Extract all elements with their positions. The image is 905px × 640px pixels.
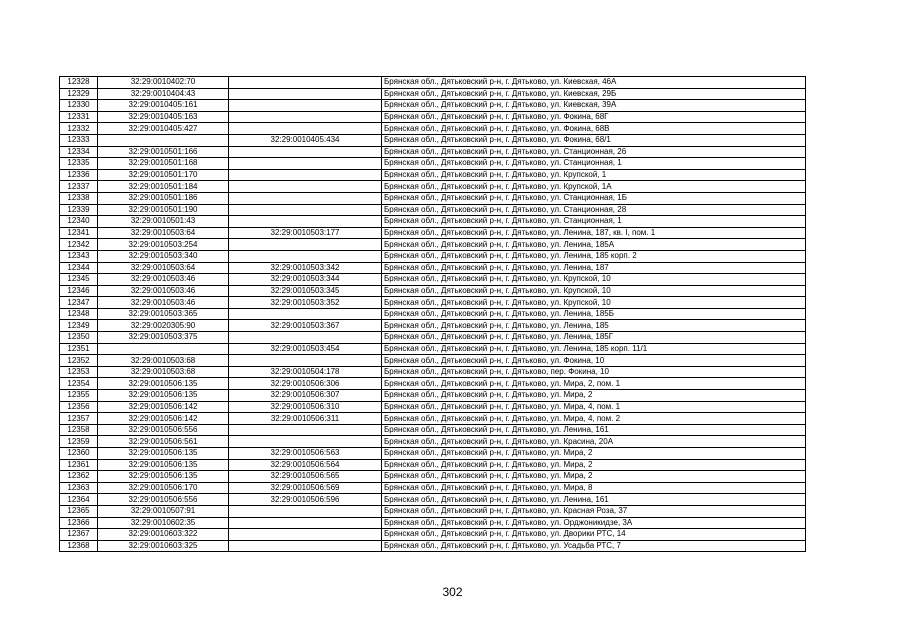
table-row [60, 320, 806, 332]
address-cell: Брянская обл., Дятьковский р-н, г. Дятьково, ул. Станционная, 1 [382, 158, 806, 170]
table-row [60, 88, 806, 100]
object-cadastral-number-cell: 32:29:0010506:565 [229, 471, 382, 483]
table-row [60, 401, 806, 413]
row-number-cell: 12355 [60, 390, 98, 402]
address-cell: Брянская обл., Дятьковский р-н, г. Дятьково, ул. Дворики РТС, 14 [382, 529, 806, 541]
table-row [60, 262, 806, 274]
table-row [60, 494, 806, 506]
table-row [60, 529, 806, 541]
row-number-cell: 12331 [60, 111, 98, 123]
address-cell: Брянская обл., Дятьковский р-н, г. Дятьково, ул. Ленина, 185 [382, 320, 806, 332]
cadastral-number-cell: 32:29:0010506:556 [98, 494, 229, 506]
address-cell: Брянская обл., Дятьковский р-н, г. Дятьково, ул. Орджоникидзе, 3А [382, 517, 806, 529]
table-row [60, 413, 806, 425]
table-row [60, 134, 806, 146]
row-number-cell: 12367 [60, 529, 98, 541]
address-cell: Брянская обл., Дятьковский р-н, г. Дятьково, ул. Станционная, 1Б [382, 192, 806, 204]
cadastral-number-cell: 32:29:0010501:43 [98, 216, 229, 228]
table-row [60, 285, 806, 297]
object-cadastral-number-cell: 32:29:0010506:307 [229, 390, 382, 402]
row-number-cell: 12347 [60, 297, 98, 309]
cadastral-number-cell: 32:29:0010503:46 [98, 297, 229, 309]
object-cadastral-number-cell [229, 77, 382, 89]
address-cell: Брянская обл., Дятьковский р-н, г. Дятьково, ул. Мира, 4, пом. 2 [382, 413, 806, 425]
cadastral-number-cell: 32:29:0010506:556 [98, 424, 229, 436]
address-cell: Брянская обл., Дятьковский р-н, г. Дятьково, ул. Ленина, 187 [382, 262, 806, 274]
row-number-cell: 12348 [60, 308, 98, 320]
object-cadastral-number-cell: 32:29:0010506:596 [229, 494, 382, 506]
object-cadastral-number-cell: 32:29:0010506:306 [229, 378, 382, 390]
row-number-cell: 12358 [60, 424, 98, 436]
table-row [60, 216, 806, 228]
cadastral-number-cell: 32:29:0010602:35 [98, 517, 229, 529]
address-cell: Брянская обл., Дятьковский р-н, г. Дятьково, ул. Фокина, 68Г [382, 111, 806, 123]
object-cadastral-number-cell [229, 424, 382, 436]
table-row [60, 239, 806, 251]
table-row [60, 355, 806, 367]
address-cell: Брянская обл., Дятьковский р-н, г. Дятьково, ул. Киевская, 46А [382, 77, 806, 89]
address-cell: Брянская обл., Дятьковский р-н, г. Дятьково, ул. Ленина, 161 [382, 494, 806, 506]
row-number-cell: 12368 [60, 540, 98, 552]
object-cadastral-number-cell [229, 158, 382, 170]
row-number-cell: 12356 [60, 401, 98, 413]
object-cadastral-number-cell: 32:29:0010503:177 [229, 227, 382, 239]
object-cadastral-number-cell: 32:29:0010503:344 [229, 274, 382, 286]
cadastral-number-cell: 32:29:0010503:64 [98, 227, 229, 239]
address-cell: Брянская обл., Дятьковский р-н, г. Дятьково, ул. Мира, 4, пом. 1 [382, 401, 806, 413]
row-number-cell: 12346 [60, 285, 98, 297]
row-number-cell: 12349 [60, 320, 98, 332]
address-cell: Брянская обл., Дятьковский р-н, г. Дятьково, ул. Красная Роза, 37 [382, 505, 806, 517]
address-cell: Брянская обл., Дятьковский р-н, г. Дятьково, ул. Мира, 2 [382, 471, 806, 483]
table-row [60, 250, 806, 262]
object-cadastral-number-cell: 32:29:0010506:311 [229, 413, 382, 425]
page-number: 302 [442, 585, 463, 599]
table-row [60, 424, 806, 436]
cadastral-number-cell: 32:29:0010506:135 [98, 459, 229, 471]
address-cell: Брянская обл., Дятьковский р-н, г. Дятьково, ул. Ленина, 185 корп. 2 [382, 250, 806, 262]
table-row [60, 123, 806, 135]
table-row [60, 471, 806, 483]
address-cell: Брянская обл., Дятьковский р-н, г. Дятьково, пер. Фокина, 10 [382, 366, 806, 378]
object-cadastral-number-cell [229, 436, 382, 448]
row-number-cell: 12340 [60, 216, 98, 228]
cadastral-number-cell: 32:29:0010506:142 [98, 413, 229, 425]
object-cadastral-number-cell [229, 123, 382, 135]
address-cell: Брянская обл., Дятьковский р-н, г. Дятьково, ул. Крупской, 10 [382, 297, 806, 309]
object-cadastral-number-cell [229, 505, 382, 517]
object-cadastral-number-cell: 32:29:0010503:345 [229, 285, 382, 297]
address-cell: Брянская обл., Дятьковский р-н, г. Дятьково, ул. Ленина, 185 корп. 11/1 [382, 343, 806, 355]
cadastral-number-cell: 32:29:0010503:64 [98, 262, 229, 274]
address-cell: Брянская обл., Дятьковский р-н, г. Дятьково, ул. Мира, 2 [382, 448, 806, 460]
cadastral-number-cell: 32:29:0010506:135 [98, 448, 229, 460]
object-cadastral-number-cell [229, 517, 382, 529]
cadastral-number-cell: 32:29:0010501:184 [98, 181, 229, 193]
address-cell: Брянская обл., Дятьковский р-н, г. Дятьково, ул. Станционная, 28 [382, 204, 806, 216]
cadastral-number-cell: 32:29:0010503:254 [98, 239, 229, 251]
row-number-cell: 12329 [60, 88, 98, 100]
cadastral-number-cell: 32:29:0010503:46 [98, 274, 229, 286]
table-row [60, 332, 806, 344]
address-cell: Брянская обл., Дятьковский р-н, г. Дятьково, ул. Ленина, 185Г [382, 332, 806, 344]
object-cadastral-number-cell: 32:29:0010504:178 [229, 366, 382, 378]
address-cell: Брянская обл., Дятьковский р-н, г. Дятьково, ул. Фокина, 68В [382, 123, 806, 135]
row-number-cell: 12332 [60, 123, 98, 135]
cadastral-number-cell: 32:29:0010501:170 [98, 169, 229, 181]
table-row [60, 111, 806, 123]
table-row [60, 505, 806, 517]
cadastral-number-cell: 32:29:0010603:322 [98, 529, 229, 541]
address-cell: Брянская обл., Дятьковский р-н, г. Дятьково, ул. Мира, 2 [382, 390, 806, 402]
address-cell: Брянская обл., Дятьковский р-н, г. Дятьково, ул. Фокина, 10 [382, 355, 806, 367]
address-cell: Брянская обл., Дятьковский р-н, г. Дятьково, ул. Ленина, 161 [382, 424, 806, 436]
address-cell: Брянская обл., Дятьковский р-н, г. Дятьково, ул. Киевская, 29Б [382, 88, 806, 100]
row-number-cell: 12360 [60, 448, 98, 460]
table-row [60, 448, 806, 460]
cadastral-number-cell: 32:29:0010503:365 [98, 308, 229, 320]
cadastral-number-cell: 32:29:0010501:190 [98, 204, 229, 216]
object-cadastral-number-cell [229, 355, 382, 367]
row-number-cell: 12357 [60, 413, 98, 425]
cadastral-number-cell: 32:29:0010402:70 [98, 77, 229, 89]
object-cadastral-number-cell [229, 239, 382, 251]
row-number-cell: 12361 [60, 459, 98, 471]
cadastral-number-cell: 32:29:0010503:68 [98, 355, 229, 367]
table-row [60, 517, 806, 529]
table-row [60, 378, 806, 390]
table-row [60, 204, 806, 216]
object-cadastral-number-cell: 32:29:0010506:564 [229, 459, 382, 471]
address-cell: Брянская обл., Дятьковский р-н, г. Дятьково, ул. Мира, 8 [382, 482, 806, 494]
object-cadastral-number-cell: 32:29:0010506:563 [229, 448, 382, 460]
row-number-cell: 12333 [60, 134, 98, 146]
cadastral-number-cell [98, 343, 229, 355]
cadastral-number-cell: 32:29:0010405:163 [98, 111, 229, 123]
row-number-cell: 12352 [60, 355, 98, 367]
object-cadastral-number-cell [229, 529, 382, 541]
table-row [60, 181, 806, 193]
cadastral-number-cell: 32:29:0010405:161 [98, 100, 229, 112]
address-cell: Брянская обл., Дятьковский р-н, г. Дятьково, ул. Красина, 20А [382, 436, 806, 448]
object-cadastral-number-cell: 32:29:0010503:352 [229, 297, 382, 309]
row-number-cell: 12366 [60, 517, 98, 529]
address-cell: Брянская обл., Дятьковский р-н, г. Дятьково, ул. Ленина, 185Б [382, 308, 806, 320]
table-row [60, 482, 806, 494]
object-cadastral-number-cell [229, 192, 382, 204]
object-cadastral-number-cell [229, 204, 382, 216]
cadastral-number-cell [98, 134, 229, 146]
cadastral-number-cell: 32:29:0010503:46 [98, 285, 229, 297]
registry-table-body [60, 77, 806, 552]
table-row [60, 540, 806, 552]
row-number-cell: 12341 [60, 227, 98, 239]
object-cadastral-number-cell: 32:29:0010503:367 [229, 320, 382, 332]
object-cadastral-number-cell [229, 100, 382, 112]
cadastral-number-cell: 32:29:0010501:186 [98, 192, 229, 204]
object-cadastral-number-cell: 32:29:0010405:434 [229, 134, 382, 146]
table-row [60, 100, 806, 112]
cadastral-number-cell: 32:29:0020305:90 [98, 320, 229, 332]
object-cadastral-number-cell: 32:29:0010506:569 [229, 482, 382, 494]
registry-table [59, 76, 806, 552]
address-cell: Брянская обл., Дятьковский р-н, г. Дятьково, ул. Станционная, 1 [382, 216, 806, 228]
cadastral-number-cell: 32:29:0010501:166 [98, 146, 229, 158]
cadastral-number-cell: 32:29:0010506:561 [98, 436, 229, 448]
table-row [60, 77, 806, 89]
address-cell: Брянская обл., Дятьковский р-н, г. Дятьково, ул. Фокина, 68/1 [382, 134, 806, 146]
cadastral-number-cell: 32:29:0010506:135 [98, 471, 229, 483]
object-cadastral-number-cell [229, 250, 382, 262]
row-number-cell: 12334 [60, 146, 98, 158]
address-cell: Брянская обл., Дятьковский р-н, г. Дятьково, ул. Киевская, 39А [382, 100, 806, 112]
object-cadastral-number-cell [229, 111, 382, 123]
row-number-cell: 12363 [60, 482, 98, 494]
object-cadastral-number-cell [229, 332, 382, 344]
object-cadastral-number-cell [229, 88, 382, 100]
object-cadastral-number-cell [229, 540, 382, 552]
table-row [60, 366, 806, 378]
table-row [60, 343, 806, 355]
cadastral-number-cell: 32:29:0010603:325 [98, 540, 229, 552]
cadastral-number-cell: 32:29:0010506:135 [98, 378, 229, 390]
table-row [60, 192, 806, 204]
table-row [60, 274, 806, 286]
row-number-cell: 12350 [60, 332, 98, 344]
address-cell: Брянская обл., Дятьковский р-н, г. Дятьково, ул. Крупской, 1А [382, 181, 806, 193]
row-number-cell: 12328 [60, 77, 98, 89]
table-row [60, 459, 806, 471]
object-cadastral-number-cell [229, 308, 382, 320]
table-row [60, 390, 806, 402]
table-row [60, 436, 806, 448]
cadastral-number-cell: 32:29:0010405:427 [98, 123, 229, 135]
address-cell: Брянская обл., Дятьковский р-н, г. Дятьково, ул. Станционная, 26 [382, 146, 806, 158]
row-number-cell: 12359 [60, 436, 98, 448]
address-cell: Брянская обл., Дятьковский р-н, г. Дятьково, ул. Мира, 2 [382, 459, 806, 471]
table-row [60, 297, 806, 309]
row-number-cell: 12364 [60, 494, 98, 506]
table-row [60, 308, 806, 320]
cadastral-number-cell: 32:29:0010503:340 [98, 250, 229, 262]
cadastral-number-cell: 32:29:0010503:68 [98, 366, 229, 378]
row-number-cell: 12362 [60, 471, 98, 483]
address-cell: Брянская обл., Дятьковский р-н, г. Дятьково, ул. Мира, 2, пом. 1 [382, 378, 806, 390]
object-cadastral-number-cell: 32:29:0010506:310 [229, 401, 382, 413]
cadastral-number-cell: 32:29:0010506:142 [98, 401, 229, 413]
address-cell: Брянская обл., Дятьковский р-н, г. Дятьково, ул. Усадьба РТС, 7 [382, 540, 806, 552]
cadastral-number-cell: 32:29:0010507:91 [98, 505, 229, 517]
cadastral-number-cell: 32:29:0010404:43 [98, 88, 229, 100]
address-cell: Брянская обл., Дятьковский р-н, г. Дятьково, ул. Крупской, 10 [382, 274, 806, 286]
address-cell: Брянская обл., Дятьковский р-н, г. Дятьково, ул. Ленина, 185А [382, 239, 806, 251]
row-number-cell: 12337 [60, 181, 98, 193]
object-cadastral-number-cell: 32:29:0010503:454 [229, 343, 382, 355]
address-cell: Брянская обл., Дятьковский р-н, г. Дятьково, ул. Крупской, 10 [382, 285, 806, 297]
table-row [60, 169, 806, 181]
table-row [60, 227, 806, 239]
table-row [60, 146, 806, 158]
row-number-cell: 12351 [60, 343, 98, 355]
object-cadastral-number-cell [229, 216, 382, 228]
row-number-cell: 12330 [60, 100, 98, 112]
address-cell: Брянская обл., Дятьковский р-н, г. Дятьково, ул. Ленина, 187, кв. I, пом. 1 [382, 227, 806, 239]
row-number-cell: 12342 [60, 239, 98, 251]
address-cell: Брянская обл., Дятьковский р-н, г. Дятьково, ул. Крупской, 1 [382, 169, 806, 181]
row-number-cell: 12335 [60, 158, 98, 170]
row-number-cell: 12353 [60, 366, 98, 378]
cadastral-number-cell: 32:29:0010503:375 [98, 332, 229, 344]
object-cadastral-number-cell [229, 181, 382, 193]
row-number-cell: 12354 [60, 378, 98, 390]
row-number-cell: 12344 [60, 262, 98, 274]
object-cadastral-number-cell [229, 169, 382, 181]
row-number-cell: 12343 [60, 250, 98, 262]
row-number-cell: 12365 [60, 505, 98, 517]
object-cadastral-number-cell [229, 146, 382, 158]
row-number-cell: 12345 [60, 274, 98, 286]
row-number-cell: 12339 [60, 204, 98, 216]
cadastral-number-cell: 32:29:0010506:170 [98, 482, 229, 494]
row-number-cell: 12336 [60, 169, 98, 181]
object-cadastral-number-cell: 32:29:0010503:342 [229, 262, 382, 274]
row-number-cell: 12338 [60, 192, 98, 204]
cadastral-number-cell: 32:29:0010506:135 [98, 390, 229, 402]
cadastral-number-cell: 32:29:0010501:168 [98, 158, 229, 170]
table-row [60, 158, 806, 170]
